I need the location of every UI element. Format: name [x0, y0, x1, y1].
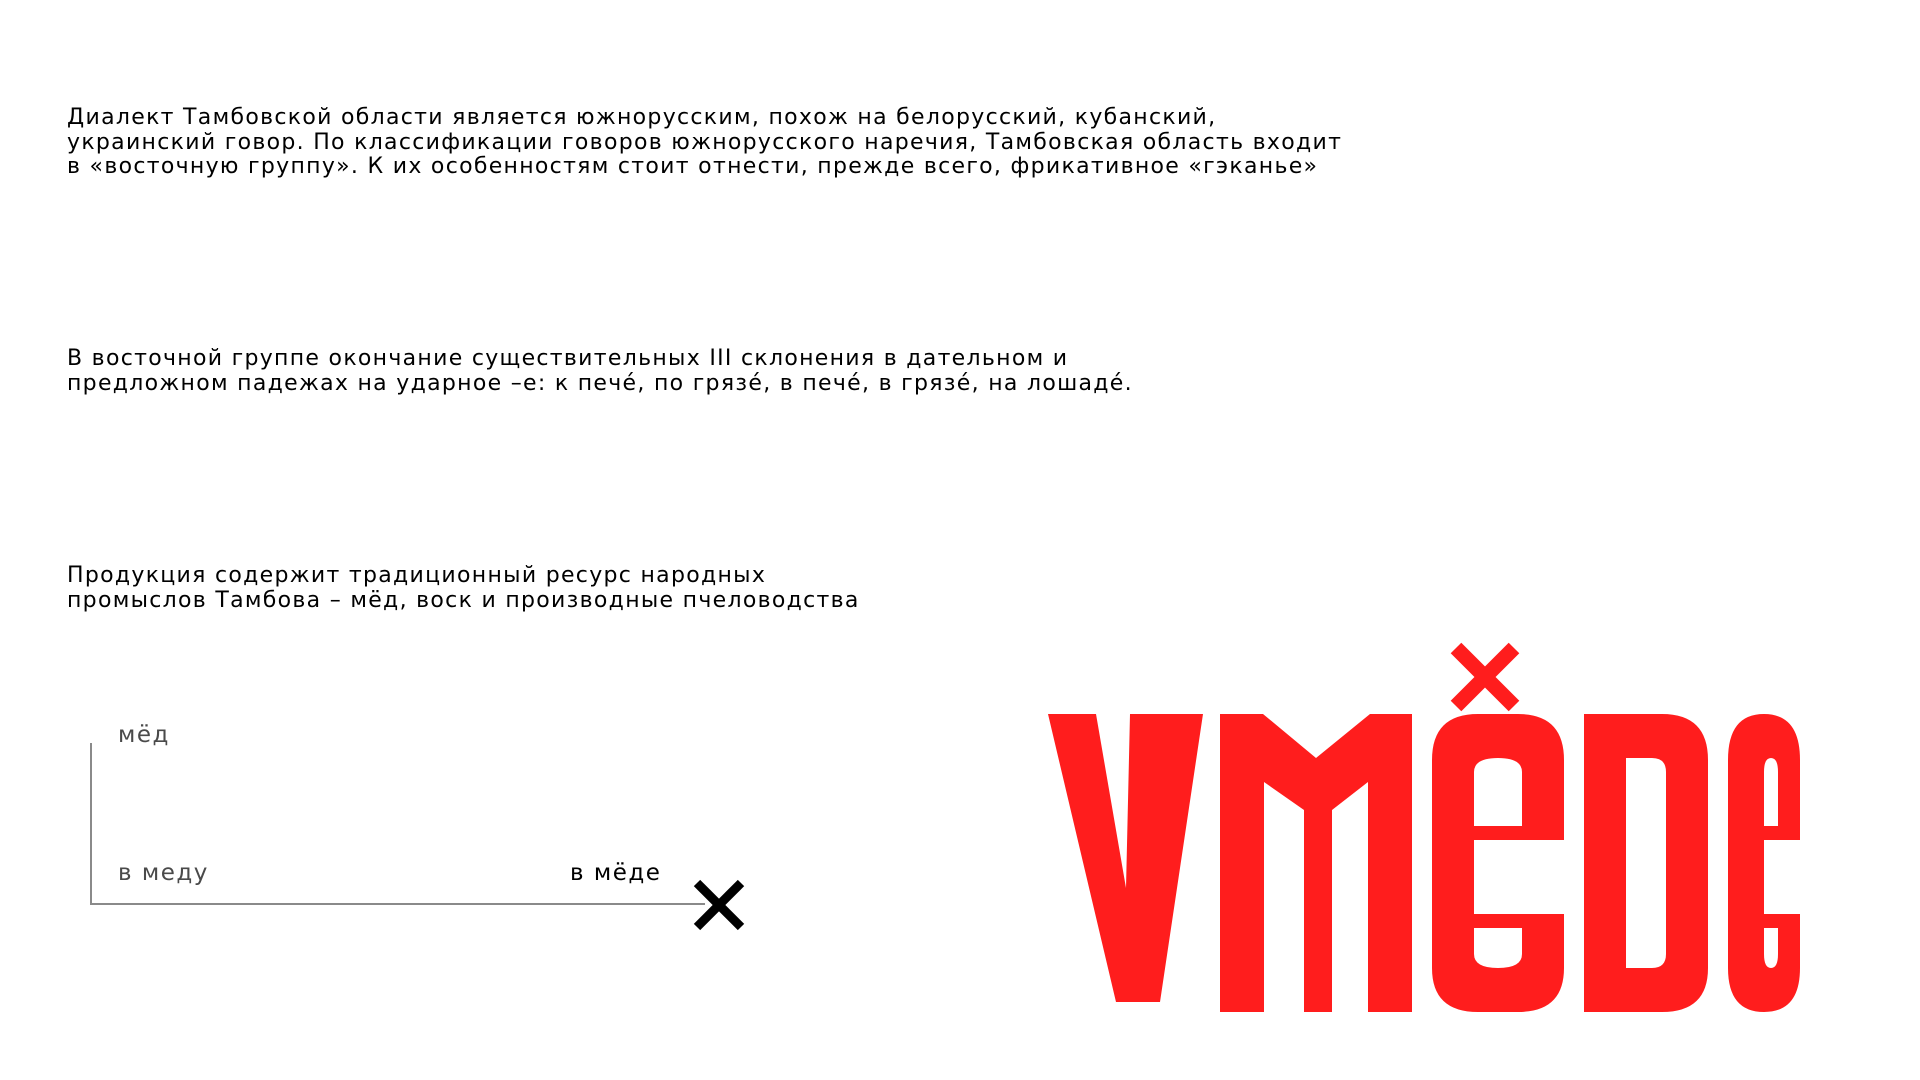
logo-letter-d	[1584, 714, 1708, 1012]
cross-icon	[692, 878, 746, 932]
dialect-paragraph: Диалект Тамбовской области является южнорусским, похож на белорусский, кубанский, украинский говор. По классификации говоров южнорусского наречия, Тамбовская область входит в «восточную группу». К их особенностям стоит отнести, прежде всего, фрикативное «гэканье»	[67, 105, 1343, 179]
logo-letter-m	[1220, 714, 1412, 1012]
cross-icon	[1456, 648, 1514, 706]
declension-paragraph: В восточной группе окончание существительных III склонения в дательном и предложном падежах на ударное –е: к печé, по грязé, в печé, в грязé, на лошадé.	[67, 346, 1133, 396]
logo-letter-yo	[1432, 714, 1564, 1012]
diagram-right-label: в мёде	[570, 860, 662, 886]
logo-wordmark	[1048, 640, 1800, 1012]
product-paragraph: Продукция содержит традиционный ресурс народных промыслов Тамбова – мёд, воск и производные пчеловодства	[67, 563, 860, 613]
logo-letter-e	[1728, 714, 1800, 1012]
diagram-vertical-axis	[90, 743, 92, 905]
diagram-top-label: мёд	[118, 722, 170, 748]
diagram-horizontal-axis	[90, 903, 705, 905]
diagram-left-label: в меду	[118, 860, 209, 886]
logo-letter-v	[1048, 714, 1203, 1002]
